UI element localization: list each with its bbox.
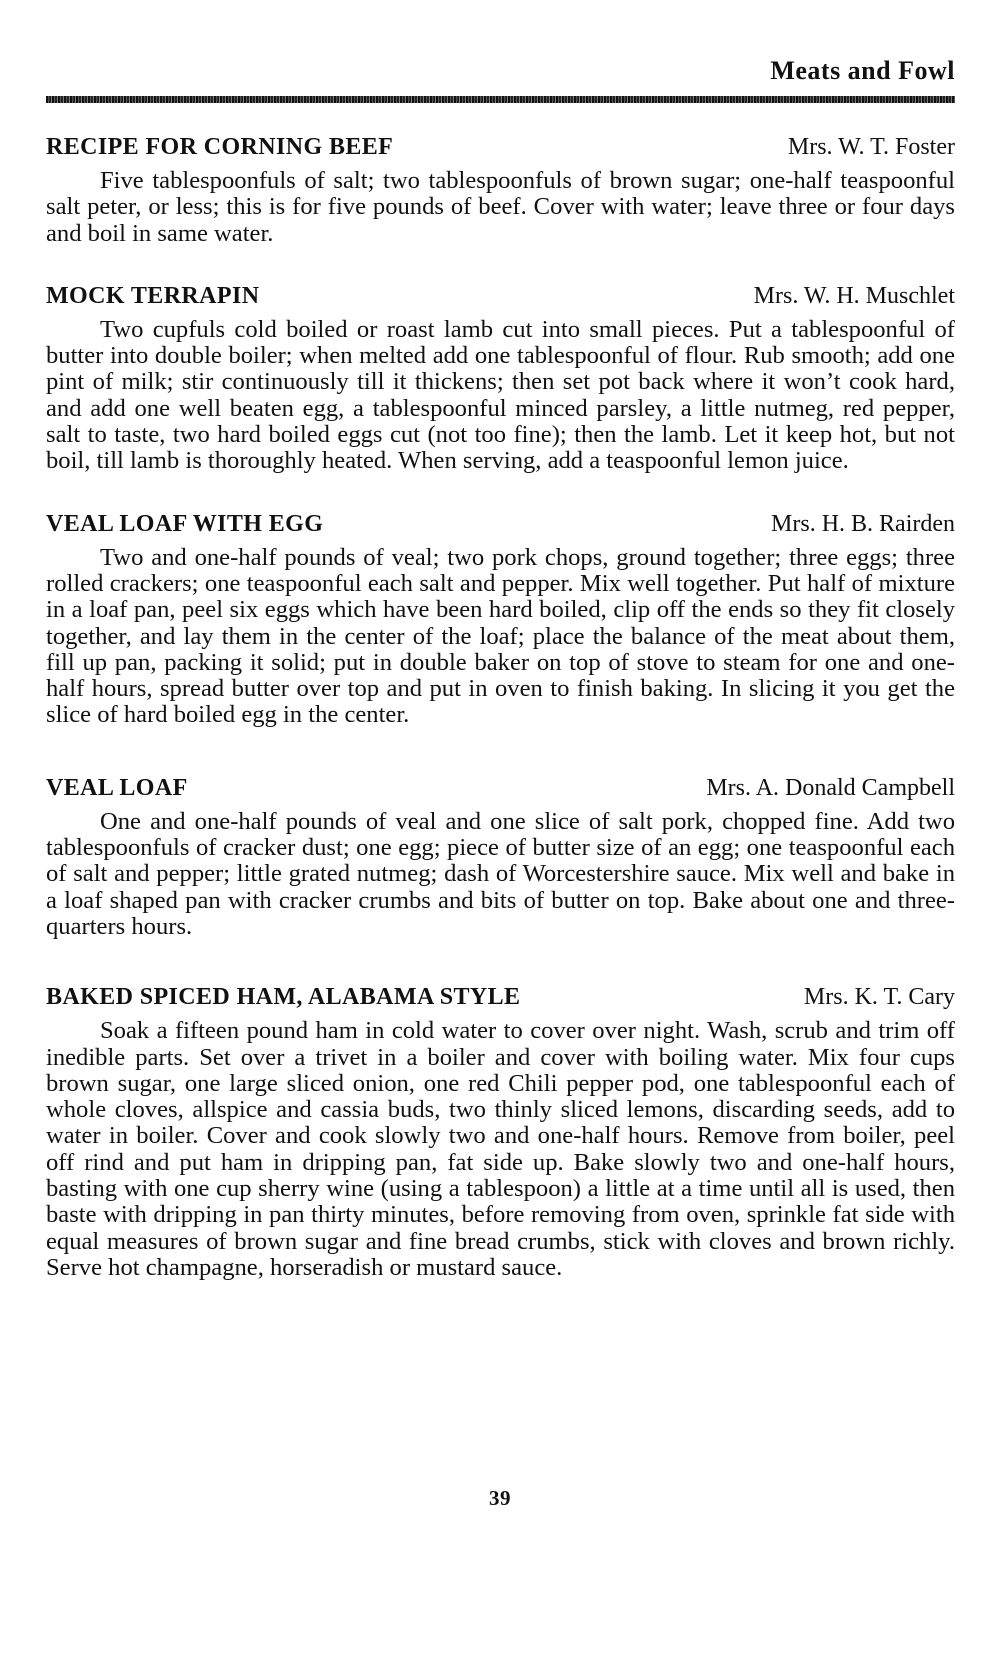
recipe-veal-loaf-with-egg (46, 511, 955, 729)
running-head: Meats and Fowl (770, 56, 955, 85)
recipe-veal-loaf (46, 775, 955, 940)
recipe-body: One and one-half pounds of veal and one slice of salt pork, chopped fine. Add two tablespoonfuls of cracker dust; one egg; piece of butter size of an egg; one teaspoonful each of salt and pepper; little grated nutmeg; dash of Worcestershire sauce. Mix well and bake in a loaf shaped pan with cracker crumbs and bits of butter on top. Bake about one and three-quarters hours. (46, 807, 955, 940)
recipe-header (46, 984, 955, 1018)
recipe-title: RECIPE FOR CORNING BEEF (46, 134, 394, 160)
recipe-author: Mrs. W. T. Foster (787, 134, 955, 160)
recipe-author: Mrs. A. Donald Campbell (706, 774, 955, 801)
recipe-title: MOCK TERRAPIN (46, 282, 260, 309)
recipe-header (46, 283, 955, 317)
recipe-column (46, 134, 955, 1281)
recipe-body: Two and one-half pounds of veal; two pork chops, ground together; three eggs; three rolled crackers; one teaspoonful each salt and pepper. Mix well together. Put half of mixture in a loaf pan, peel six eggs which have been hard boiled, clip off the ends so they fit closely together, and lay them in the center of the loaf; place the balance of the meat about them, fill up pan, packing it solid; put in double baker on top of stove to steam for one and one-half hours, spread butter over top and put in oven to finish baking. In slicing it you get the slice of hard boiled egg in the center. (46, 543, 955, 729)
recipe-title: BAKED SPICED HAM, ALABAMA STYLE (46, 984, 521, 1011)
recipe-body: Two cupfuls cold boiled or roast lamb cut into small pieces. Put a tablespoonful of butter into double boiler; when melted add one tablespoonful of flour. Rub smooth; add one pint of milk; stir continuously till it thickens; then set pot back where it won’t cook hard, and add one well beaten egg, a tablespoonful minced parsley, a little nutmeg, red pepper, salt to taste, two hard boiled eggs cut (not too fine); then the lamb. Let it keep hot, but not boil, till lamb is thoroughly heated. When serving, add a teaspoonful lemon juice. (46, 315, 955, 475)
recipe-author: Mrs. K. T. Cary (803, 984, 955, 1011)
page-number: 39 (489, 1486, 511, 1510)
recipe-body: Five tablespoonfuls of salt; two tablespoonfuls of brown sugar; one-half teaspoonful salt peter, or less; this is for five pounds of beef. Cover with water; leave three or four days and boil in same water. (46, 167, 955, 247)
recipe-corning-beef (46, 134, 955, 247)
header-rule (46, 96, 955, 103)
recipe-author: Mrs. H. B. Rairden (771, 510, 955, 537)
recipe-header (46, 134, 955, 168)
recipe-header (46, 775, 955, 809)
recipe-baked-spiced-ham (46, 984, 955, 1281)
recipe-author: Mrs. W. H. Muschlet (753, 282, 955, 309)
recipe-header (46, 511, 955, 545)
recipe-title: VEAL LOAF WITH EGG (46, 510, 324, 537)
recipe-mock-terrapin (46, 283, 955, 475)
recipe-title: VEAL LOAF (46, 774, 188, 801)
recipe-body: Soak a fifteen pound ham in cold water to cover over night. Wash, scrub and trim off inedible parts. Set over a trivet in a boiler and cover with boiling water. Mix four cups brown sugar, one large sliced onion, one red Chili pepper pod, one tablespoonful each of whole cloves, allspice and cassia buds, two thinly sliced lemons, discarding seeds, add to water in boiler. Cover and cook slowly two and one-half hours. Remove from boiler, peel off rind and put ham in dripping pan, fat side up. Bake slowly two and one-half hours, basting with one cup sherry wine (using a tablespoon) a little at a time until all is used, then baste with dripping in pan thirty minutes, before removing from oven, sprinkle fat side with equal measures of brown sugar and fine bread crumbs, stick with cloves and brown richly. Serve hot champagne, horseradish or mustard sauce. (46, 1017, 955, 1281)
